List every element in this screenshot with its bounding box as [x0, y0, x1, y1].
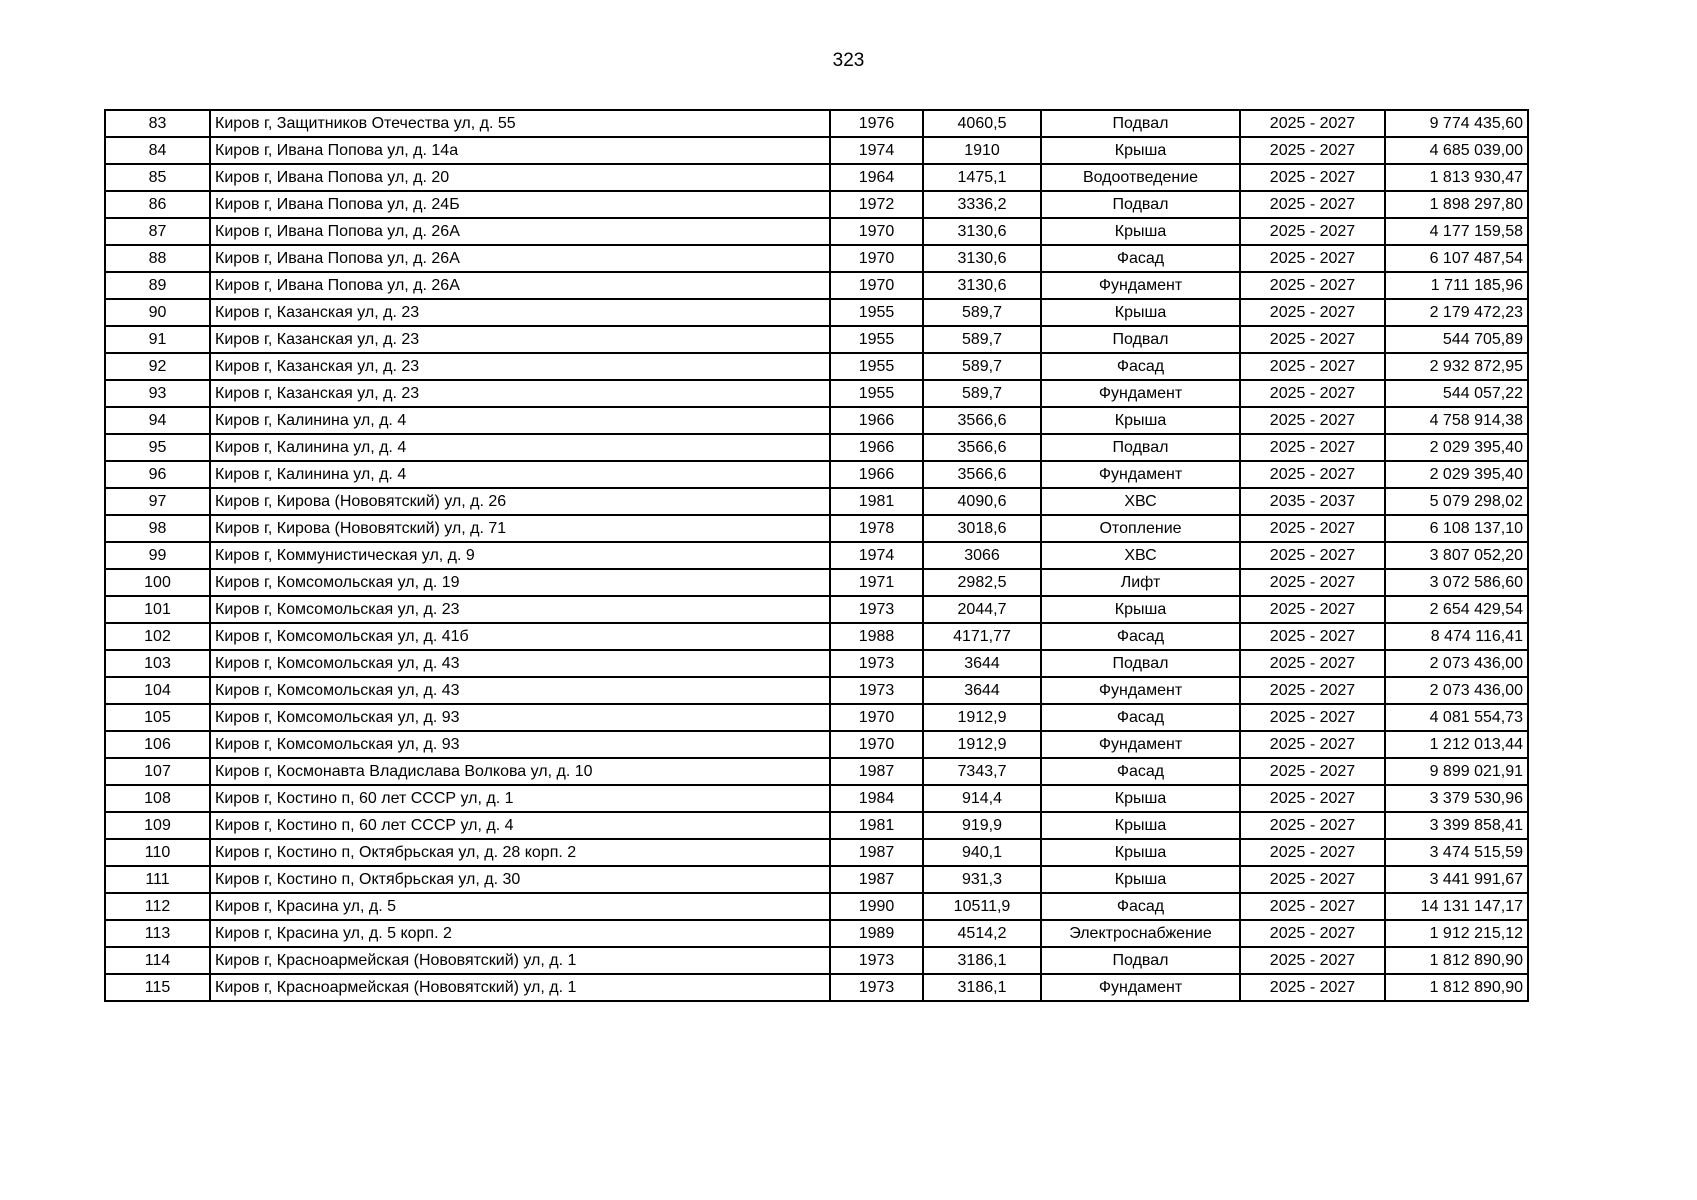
year-built-cell: 1970 — [830, 245, 923, 272]
table-row — [105, 272, 1528, 299]
work-type-cell: Крыша — [1041, 785, 1240, 812]
year-built-cell: 1971 — [830, 569, 923, 596]
address-cell: Киров г, Красина ул, д. 5 — [210, 893, 830, 920]
cost-cell: 14 131 147,17 — [1385, 893, 1528, 920]
table-row — [105, 407, 1528, 434]
table-row — [105, 164, 1528, 191]
work-type-cell: Фундамент — [1041, 380, 1240, 407]
period-cell: 2025 - 2027 — [1240, 326, 1385, 353]
work-type-cell: Подвал — [1041, 650, 1240, 677]
address-cell: Киров г, Ивана Попова ул, д. 20 — [210, 164, 830, 191]
address-cell: Киров г, Ивана Попова ул, д. 24Б — [210, 191, 830, 218]
work-type-cell: Подвал — [1041, 947, 1240, 974]
period-cell: 2025 - 2027 — [1240, 542, 1385, 569]
cost-cell: 1 912 215,12 — [1385, 920, 1528, 947]
year-built-cell: 1973 — [830, 596, 923, 623]
row-number-cell: 109 — [105, 812, 210, 839]
area-cell: 1912,9 — [923, 704, 1041, 731]
cost-cell: 3 379 530,96 — [1385, 785, 1528, 812]
area-cell: 589,7 — [923, 299, 1041, 326]
cost-cell: 2 029 395,40 — [1385, 461, 1528, 488]
cost-cell: 2 073 436,00 — [1385, 677, 1528, 704]
cost-cell: 6 107 487,54 — [1385, 245, 1528, 272]
table-row — [105, 893, 1528, 920]
table-row — [105, 515, 1528, 542]
year-built-cell: 1970 — [830, 731, 923, 758]
cost-cell: 2 073 436,00 — [1385, 650, 1528, 677]
area-cell: 3186,1 — [923, 947, 1041, 974]
row-number-cell: 84 — [105, 137, 210, 164]
year-built-cell: 1972 — [830, 191, 923, 218]
address-cell: Киров г, Космонавта Владислава Волкова ул, д. 10 — [210, 758, 830, 785]
cost-cell: 5 079 298,02 — [1385, 488, 1528, 515]
year-built-cell: 1984 — [830, 785, 923, 812]
address-cell: Киров г, Комсомольская ул, д. 43 — [210, 677, 830, 704]
row-number-cell: 91 — [105, 326, 210, 353]
year-built-cell: 1970 — [830, 218, 923, 245]
row-number-cell: 101 — [105, 596, 210, 623]
work-type-cell: Крыша — [1041, 218, 1240, 245]
cost-cell: 544 057,22 — [1385, 380, 1528, 407]
table-row — [105, 947, 1528, 974]
area-cell: 931,3 — [923, 866, 1041, 893]
area-cell: 3130,6 — [923, 272, 1041, 299]
period-cell: 2025 - 2027 — [1240, 110, 1385, 137]
year-built-cell: 1964 — [830, 164, 923, 191]
cost-cell: 1 711 185,96 — [1385, 272, 1528, 299]
period-cell: 2025 - 2027 — [1240, 272, 1385, 299]
table-row — [105, 596, 1528, 623]
cost-cell: 1 898 297,80 — [1385, 191, 1528, 218]
period-cell: 2025 - 2027 — [1240, 434, 1385, 461]
period-cell: 2025 - 2027 — [1240, 731, 1385, 758]
work-type-cell: Фундамент — [1041, 461, 1240, 488]
address-cell: Киров г, Защитников Отечества ул, д. 55 — [210, 110, 830, 137]
year-built-cell: 1981 — [830, 812, 923, 839]
table-row — [105, 974, 1528, 1001]
table-row — [105, 353, 1528, 380]
address-cell: Киров г, Ивана Попова ул, д. 26А — [210, 245, 830, 272]
table-row — [105, 218, 1528, 245]
address-cell: Киров г, Костино п, Октябрьская ул, д. 30 — [210, 866, 830, 893]
cost-cell: 3 399 858,41 — [1385, 812, 1528, 839]
address-cell: Киров г, Ивана Попова ул, д. 26А — [210, 272, 830, 299]
period-cell: 2025 - 2027 — [1240, 974, 1385, 1001]
table-row — [105, 650, 1528, 677]
address-cell: Киров г, Казанская ул, д. 23 — [210, 299, 830, 326]
cost-cell: 1 813 930,47 — [1385, 164, 1528, 191]
cost-cell: 2 029 395,40 — [1385, 434, 1528, 461]
row-number-cell: 93 — [105, 380, 210, 407]
row-number-cell: 112 — [105, 893, 210, 920]
area-cell: 1475,1 — [923, 164, 1041, 191]
cost-cell: 4 177 159,58 — [1385, 218, 1528, 245]
row-number-cell: 105 — [105, 704, 210, 731]
work-type-cell: Крыша — [1041, 596, 1240, 623]
area-cell: 3566,6 — [923, 434, 1041, 461]
cost-cell: 3 072 586,60 — [1385, 569, 1528, 596]
year-built-cell: 1973 — [830, 974, 923, 1001]
cost-cell: 2 932 872,95 — [1385, 353, 1528, 380]
table-row — [105, 677, 1528, 704]
year-built-cell: 1955 — [830, 380, 923, 407]
cost-cell: 2 654 429,54 — [1385, 596, 1528, 623]
area-cell: 10511,9 — [923, 893, 1041, 920]
address-cell: Киров г, Костино п, Октябрьская ул, д. 28 корп. 2 — [210, 839, 830, 866]
address-cell: Киров г, Казанская ул, д. 23 — [210, 326, 830, 353]
work-type-cell: Отопление — [1041, 515, 1240, 542]
period-cell: 2025 - 2027 — [1240, 704, 1385, 731]
work-type-cell: Крыша — [1041, 866, 1240, 893]
cost-cell: 1 812 890,90 — [1385, 947, 1528, 974]
period-cell: 2025 - 2027 — [1240, 920, 1385, 947]
row-number-cell: 89 — [105, 272, 210, 299]
period-cell: 2035 - 2037 — [1240, 488, 1385, 515]
period-cell: 2025 - 2027 — [1240, 461, 1385, 488]
period-cell: 2025 - 2027 — [1240, 596, 1385, 623]
table-row — [105, 623, 1528, 650]
row-number-cell: 107 — [105, 758, 210, 785]
period-cell: 2025 - 2027 — [1240, 191, 1385, 218]
cost-cell: 1 812 890,90 — [1385, 974, 1528, 1001]
table-row — [105, 920, 1528, 947]
work-type-cell: Фундамент — [1041, 677, 1240, 704]
year-built-cell: 1974 — [830, 542, 923, 569]
row-number-cell: 106 — [105, 731, 210, 758]
page-number: 323 — [832, 50, 865, 71]
address-cell: Киров г, Кирова (Нововятский) ул, д. 71 — [210, 515, 830, 542]
area-cell: 3130,6 — [923, 218, 1041, 245]
row-number-cell: 97 — [105, 488, 210, 515]
address-cell: Киров г, Костино п, 60 лет СССР ул, д. 4 — [210, 812, 830, 839]
area-cell: 3644 — [923, 650, 1041, 677]
address-cell: Киров г, Комсомольская ул, д. 43 — [210, 650, 830, 677]
period-cell: 2025 - 2027 — [1240, 947, 1385, 974]
year-built-cell: 1973 — [830, 677, 923, 704]
work-type-cell: Крыша — [1041, 812, 1240, 839]
row-number-cell: 111 — [105, 866, 210, 893]
address-cell: Киров г, Красина ул, д. 5 корп. 2 — [210, 920, 830, 947]
area-cell: 3018,6 — [923, 515, 1041, 542]
table-row — [105, 110, 1528, 137]
area-cell: 7343,7 — [923, 758, 1041, 785]
work-type-cell: Подвал — [1041, 434, 1240, 461]
row-number-cell: 103 — [105, 650, 210, 677]
table-row — [105, 542, 1528, 569]
row-number-cell: 85 — [105, 164, 210, 191]
period-cell: 2025 - 2027 — [1240, 623, 1385, 650]
row-number-cell: 113 — [105, 920, 210, 947]
work-type-cell: Крыша — [1041, 839, 1240, 866]
address-cell: Киров г, Комсомольская ул, д. 93 — [210, 704, 830, 731]
repair-schedule-table — [104, 109, 1529, 1002]
work-type-cell: Подвал — [1041, 191, 1240, 218]
area-cell: 589,7 — [923, 353, 1041, 380]
row-number-cell: 86 — [105, 191, 210, 218]
work-type-cell: Лифт — [1041, 569, 1240, 596]
year-built-cell: 1955 — [830, 326, 923, 353]
table-row — [105, 785, 1528, 812]
period-cell: 2025 - 2027 — [1240, 650, 1385, 677]
table-row — [105, 488, 1528, 515]
work-type-cell: Водоотведение — [1041, 164, 1240, 191]
year-built-cell: 1988 — [830, 623, 923, 650]
year-built-cell: 1987 — [830, 839, 923, 866]
address-cell: Киров г, Казанская ул, д. 23 — [210, 380, 830, 407]
area-cell: 4514,2 — [923, 920, 1041, 947]
address-cell: Киров г, Комсомольская ул, д. 23 — [210, 596, 830, 623]
table-row — [105, 839, 1528, 866]
table-row — [105, 731, 1528, 758]
row-number-cell: 94 — [105, 407, 210, 434]
table-row — [105, 326, 1528, 353]
row-number-cell: 87 — [105, 218, 210, 245]
address-cell: Киров г, Калинина ул, д. 4 — [210, 407, 830, 434]
area-cell: 4171,77 — [923, 623, 1041, 650]
row-number-cell: 99 — [105, 542, 210, 569]
work-type-cell: Фасад — [1041, 245, 1240, 272]
work-type-cell: Подвал — [1041, 110, 1240, 137]
address-cell: Киров г, Комсомольская ул, д. 41б — [210, 623, 830, 650]
year-built-cell: 1955 — [830, 299, 923, 326]
cost-cell: 3 807 052,20 — [1385, 542, 1528, 569]
area-cell: 3130,6 — [923, 245, 1041, 272]
work-type-cell: Крыша — [1041, 407, 1240, 434]
table-row — [105, 434, 1528, 461]
period-cell: 2025 - 2027 — [1240, 569, 1385, 596]
row-number-cell: 98 — [105, 515, 210, 542]
work-type-cell: Электроснабжение — [1041, 920, 1240, 947]
row-number-cell: 110 — [105, 839, 210, 866]
period-cell: 2025 - 2027 — [1240, 137, 1385, 164]
area-cell: 4060,5 — [923, 110, 1041, 137]
address-cell: Киров г, Ивана Попова ул, д. 14а — [210, 137, 830, 164]
row-number-cell: 108 — [105, 785, 210, 812]
period-cell: 2025 - 2027 — [1240, 407, 1385, 434]
period-cell: 2025 - 2027 — [1240, 164, 1385, 191]
address-cell: Киров г, Красноармейская (Нововятский) ул, д. 1 — [210, 947, 830, 974]
year-built-cell: 1978 — [830, 515, 923, 542]
cost-cell: 9 774 435,60 — [1385, 110, 1528, 137]
year-built-cell: 1987 — [830, 758, 923, 785]
work-type-cell: Подвал — [1041, 326, 1240, 353]
address-cell: Киров г, Калинина ул, д. 4 — [210, 461, 830, 488]
cost-cell: 3 474 515,59 — [1385, 839, 1528, 866]
table-row — [105, 461, 1528, 488]
period-cell: 2025 - 2027 — [1240, 299, 1385, 326]
year-built-cell: 1976 — [830, 110, 923, 137]
row-number-cell: 114 — [105, 947, 210, 974]
area-cell: 919,9 — [923, 812, 1041, 839]
year-built-cell: 1990 — [830, 893, 923, 920]
period-cell: 2025 - 2027 — [1240, 812, 1385, 839]
address-cell: Киров г, Казанская ул, д. 23 — [210, 353, 830, 380]
period-cell: 2025 - 2027 — [1240, 515, 1385, 542]
period-cell: 2025 - 2027 — [1240, 893, 1385, 920]
period-cell: 2025 - 2027 — [1240, 380, 1385, 407]
table-row — [105, 245, 1528, 272]
work-type-cell: Фасад — [1041, 704, 1240, 731]
period-cell: 2025 - 2027 — [1240, 353, 1385, 380]
period-cell: 2025 - 2027 — [1240, 218, 1385, 245]
table-row — [105, 758, 1528, 785]
address-cell: Киров г, Кирова (Нововятский) ул, д. 26 — [210, 488, 830, 515]
cost-cell: 2 179 472,23 — [1385, 299, 1528, 326]
period-cell: 2025 - 2027 — [1240, 785, 1385, 812]
area-cell: 589,7 — [923, 380, 1041, 407]
row-number-cell: 92 — [105, 353, 210, 380]
year-built-cell: 1966 — [830, 407, 923, 434]
year-built-cell: 1966 — [830, 434, 923, 461]
row-number-cell: 104 — [105, 677, 210, 704]
area-cell: 2982,5 — [923, 569, 1041, 596]
table-row — [105, 380, 1528, 407]
table-row — [105, 704, 1528, 731]
cost-cell: 3 441 991,67 — [1385, 866, 1528, 893]
year-built-cell: 1970 — [830, 704, 923, 731]
area-cell: 3566,6 — [923, 461, 1041, 488]
work-type-cell: Крыша — [1041, 137, 1240, 164]
area-cell: 914,4 — [923, 785, 1041, 812]
period-cell: 2025 - 2027 — [1240, 866, 1385, 893]
row-number-cell: 100 — [105, 569, 210, 596]
year-built-cell: 1973 — [830, 947, 923, 974]
period-cell: 2025 - 2027 — [1240, 677, 1385, 704]
address-cell: Киров г, Костино п, 60 лет СССР ул, д. 1 — [210, 785, 830, 812]
year-built-cell: 1974 — [830, 137, 923, 164]
table-row — [105, 569, 1528, 596]
area-cell: 2044,7 — [923, 596, 1041, 623]
cost-cell: 4 685 039,00 — [1385, 137, 1528, 164]
year-built-cell: 1989 — [830, 920, 923, 947]
year-built-cell: 1981 — [830, 488, 923, 515]
row-number-cell: 83 — [105, 110, 210, 137]
work-type-cell: ХВС — [1041, 542, 1240, 569]
cost-cell: 8 474 116,41 — [1385, 623, 1528, 650]
work-type-cell: Фундамент — [1041, 272, 1240, 299]
row-number-cell: 102 — [105, 623, 210, 650]
area-cell: 3336,2 — [923, 191, 1041, 218]
area-cell: 940,1 — [923, 839, 1041, 866]
period-cell: 2025 - 2027 — [1240, 758, 1385, 785]
table-body — [105, 110, 1528, 1001]
area-cell: 589,7 — [923, 326, 1041, 353]
row-number-cell: 90 — [105, 299, 210, 326]
row-number-cell: 95 — [105, 434, 210, 461]
area-cell: 3186,1 — [923, 974, 1041, 1001]
area-cell: 4090,6 — [923, 488, 1041, 515]
cost-cell: 9 899 021,91 — [1385, 758, 1528, 785]
row-number-cell: 96 — [105, 461, 210, 488]
area-cell: 3066 — [923, 542, 1041, 569]
area-cell: 3644 — [923, 677, 1041, 704]
cost-cell: 4 758 914,38 — [1385, 407, 1528, 434]
cost-cell: 1 212 013,44 — [1385, 731, 1528, 758]
table-row — [105, 812, 1528, 839]
address-cell: Киров г, Комсомольская ул, д. 19 — [210, 569, 830, 596]
area-cell: 3566,6 — [923, 407, 1041, 434]
cost-cell: 544 705,89 — [1385, 326, 1528, 353]
work-type-cell: Фасад — [1041, 623, 1240, 650]
work-type-cell: Крыша — [1041, 299, 1240, 326]
row-number-cell: 115 — [105, 974, 210, 1001]
row-number-cell: 88 — [105, 245, 210, 272]
table-row — [105, 137, 1528, 164]
period-cell: 2025 - 2027 — [1240, 245, 1385, 272]
work-type-cell: Фасад — [1041, 353, 1240, 380]
table-row — [105, 866, 1528, 893]
year-built-cell: 1973 — [830, 650, 923, 677]
work-type-cell: Фундамент — [1041, 731, 1240, 758]
address-cell: Киров г, Коммунистическая ул, д. 9 — [210, 542, 830, 569]
cost-cell: 6 108 137,10 — [1385, 515, 1528, 542]
cost-cell: 4 081 554,73 — [1385, 704, 1528, 731]
table-row — [105, 299, 1528, 326]
year-built-cell: 1955 — [830, 353, 923, 380]
year-built-cell: 1966 — [830, 461, 923, 488]
work-type-cell: Фасад — [1041, 893, 1240, 920]
address-cell: Киров г, Красноармейская (Нововятский) ул, д. 1 — [210, 974, 830, 1001]
year-built-cell: 1970 — [830, 272, 923, 299]
address-cell: Киров г, Комсомольская ул, д. 93 — [210, 731, 830, 758]
work-type-cell: Фундамент — [1041, 974, 1240, 1001]
address-cell: Киров г, Калинина ул, д. 4 — [210, 434, 830, 461]
table-row — [105, 191, 1528, 218]
address-cell: Киров г, Ивана Попова ул, д. 26А — [210, 218, 830, 245]
area-cell: 1912,9 — [923, 731, 1041, 758]
work-type-cell: ХВС — [1041, 488, 1240, 515]
work-type-cell: Фасад — [1041, 758, 1240, 785]
period-cell: 2025 - 2027 — [1240, 839, 1385, 866]
year-built-cell: 1987 — [830, 866, 923, 893]
area-cell: 1910 — [923, 137, 1041, 164]
